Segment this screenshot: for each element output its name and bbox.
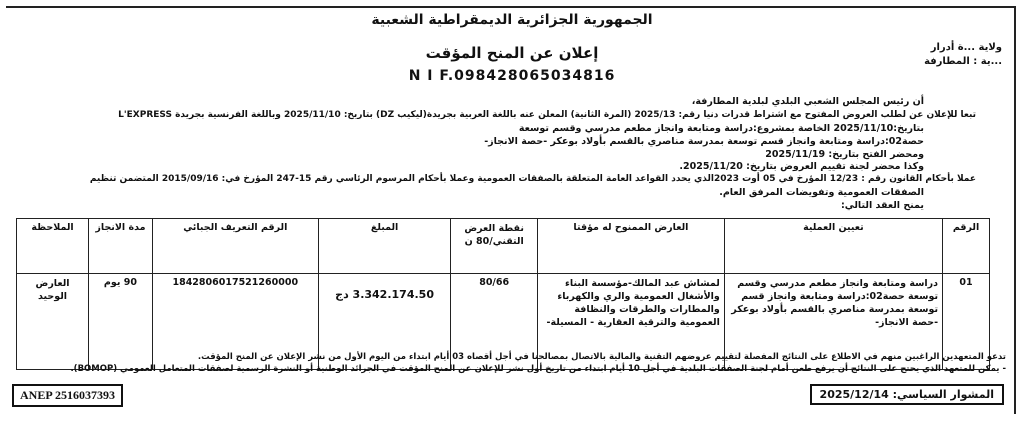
cell-duration: 90 يوم: [89, 274, 153, 370]
wilaya-label: ولاية ...ة أدرار: [930, 42, 1002, 53]
body-line-2: تبعا للإعلان عن لطلب العروض المفتوح مع اشتراط قدرات دنيا رقم: 2025/13 (المرة الثانية) المعلن عنه باللغة العربية بجريدة(ليكيب DZ) بتاريخ: 2025/11/10 وباللغة الفرنسية بجريدة L'EXPRESS: [118, 110, 976, 120]
col-operation: تعيين العملية: [724, 219, 942, 274]
col-bidder: العارض الممنوح له مؤقتا: [537, 219, 724, 274]
cell-score: 80/66: [451, 274, 538, 370]
body-line-3: بتاريخ:2025/11/10 الخاصة بمشروع:دراسة ومتابعة وانجاز مطعم مدرسي وقسم توسعة: [518, 123, 924, 134]
footer-note-1: تدعو المتعهدين الراغبين منهم في الاطلاع على النتائج المفصلة لتقييم عروضهم التقنية والمالية بالاتصال بمصالحنا في أجل أقصاه 03 أيام ابتداء من اليوم الأول من نشر الإعلان عن المنح المؤقت.: [197, 352, 1006, 362]
award-table: [16, 218, 990, 370]
body-line-5: ومحضر الفتح بتاريخ: 2025/11/19: [765, 149, 924, 160]
col-number: الرقم: [943, 219, 990, 274]
publication-date-box: المشوار السياسي: 2025/12/14: [810, 384, 1004, 405]
cell-amount: 3.342.174.50 دج: [318, 274, 451, 370]
body-line-4: حصة02:دراسة ومتابعة وانجاز قسم توسعة بمدرسة مناصري بالقسم بأولاد بوعكر -حصة الانجاز-: [484, 136, 924, 147]
cell-tax-id: 1842806017521260000: [152, 274, 318, 370]
anep-reference-box: ANEP 2516037393: [12, 384, 123, 407]
nif-number: N I F.098428065034816: [408, 68, 616, 84]
body-line-7: عملا بأحكام القانون رقم : 12/23 المؤرخ في 05 أوت 2023الذي يحدد القواعد العامة المتعلقة بالصفقات العمومية وعملا بأحكام المرسوم الرئاسي رقم 15-247 المؤرخ في: 2015/09/16 المتضمن تنظيم: [89, 174, 976, 184]
col-score: نقطة العرض التقني/80 ن: [451, 219, 538, 274]
col-note: الملاحظة: [17, 219, 89, 274]
cell-bidder: لمشاش عبد المالك-مؤسسة البناء والأشغال العمومية والري والكهرباء والمطارات والطرقات والنظافة العمومية والترقية العقارية - المسيلة-: [537, 274, 724, 370]
body-line-8: الصفقات العمومية وتفويضات المرفق العام.: [719, 187, 924, 198]
body-line-6: وكذا محضر لجنة تقييم العروض بتاريخ: 2025/11/20.: [679, 161, 924, 172]
col-amount: المبلغ: [318, 219, 451, 274]
commune-label: ...ية : المطارفة: [924, 56, 1002, 67]
table-header-row: [17, 219, 990, 274]
col-tax-id: الرقم التعريف الجبائي: [152, 219, 318, 274]
cell-note: العارض الوحيد: [17, 274, 89, 370]
cell-operation: دراسة ومتابعة وانجاز مطعم مدرسي وقسم توسعة حصة02:دراسة ومتابعة وانجاز قسم توسعة بمدرسة مناصري بالقسم بأولاد بوعكر -حصة الانجاز-: [724, 274, 942, 370]
body-line-9: يمنح العقد التالي:: [840, 200, 924, 211]
cell-number: 01: [943, 274, 990, 370]
body-line-1: أن رئيس المجلس الشعبي البلدي لبلدية المطارفة،: [691, 96, 924, 107]
republic-header: الجمهورية الجزائرية الديمقراطية الشعبية: [371, 12, 653, 28]
notice-title: إعلان عن المنح المؤقت: [425, 44, 599, 62]
footer-note-2: - يمكن للمتعهد الذي يحتج على النتائج أن يرفع طعن أمام لجنة الصفقات البلدية في أجل 10 أيام ابتداء من تاريخ أول نشر للإعلان عن المنح المؤقت في الجرائد الوطنية أو النشرة الرسمية لصفقات المتعامل العمومي (BOMOP).: [70, 364, 1006, 374]
col-duration: مدة الانجاز: [89, 219, 153, 274]
